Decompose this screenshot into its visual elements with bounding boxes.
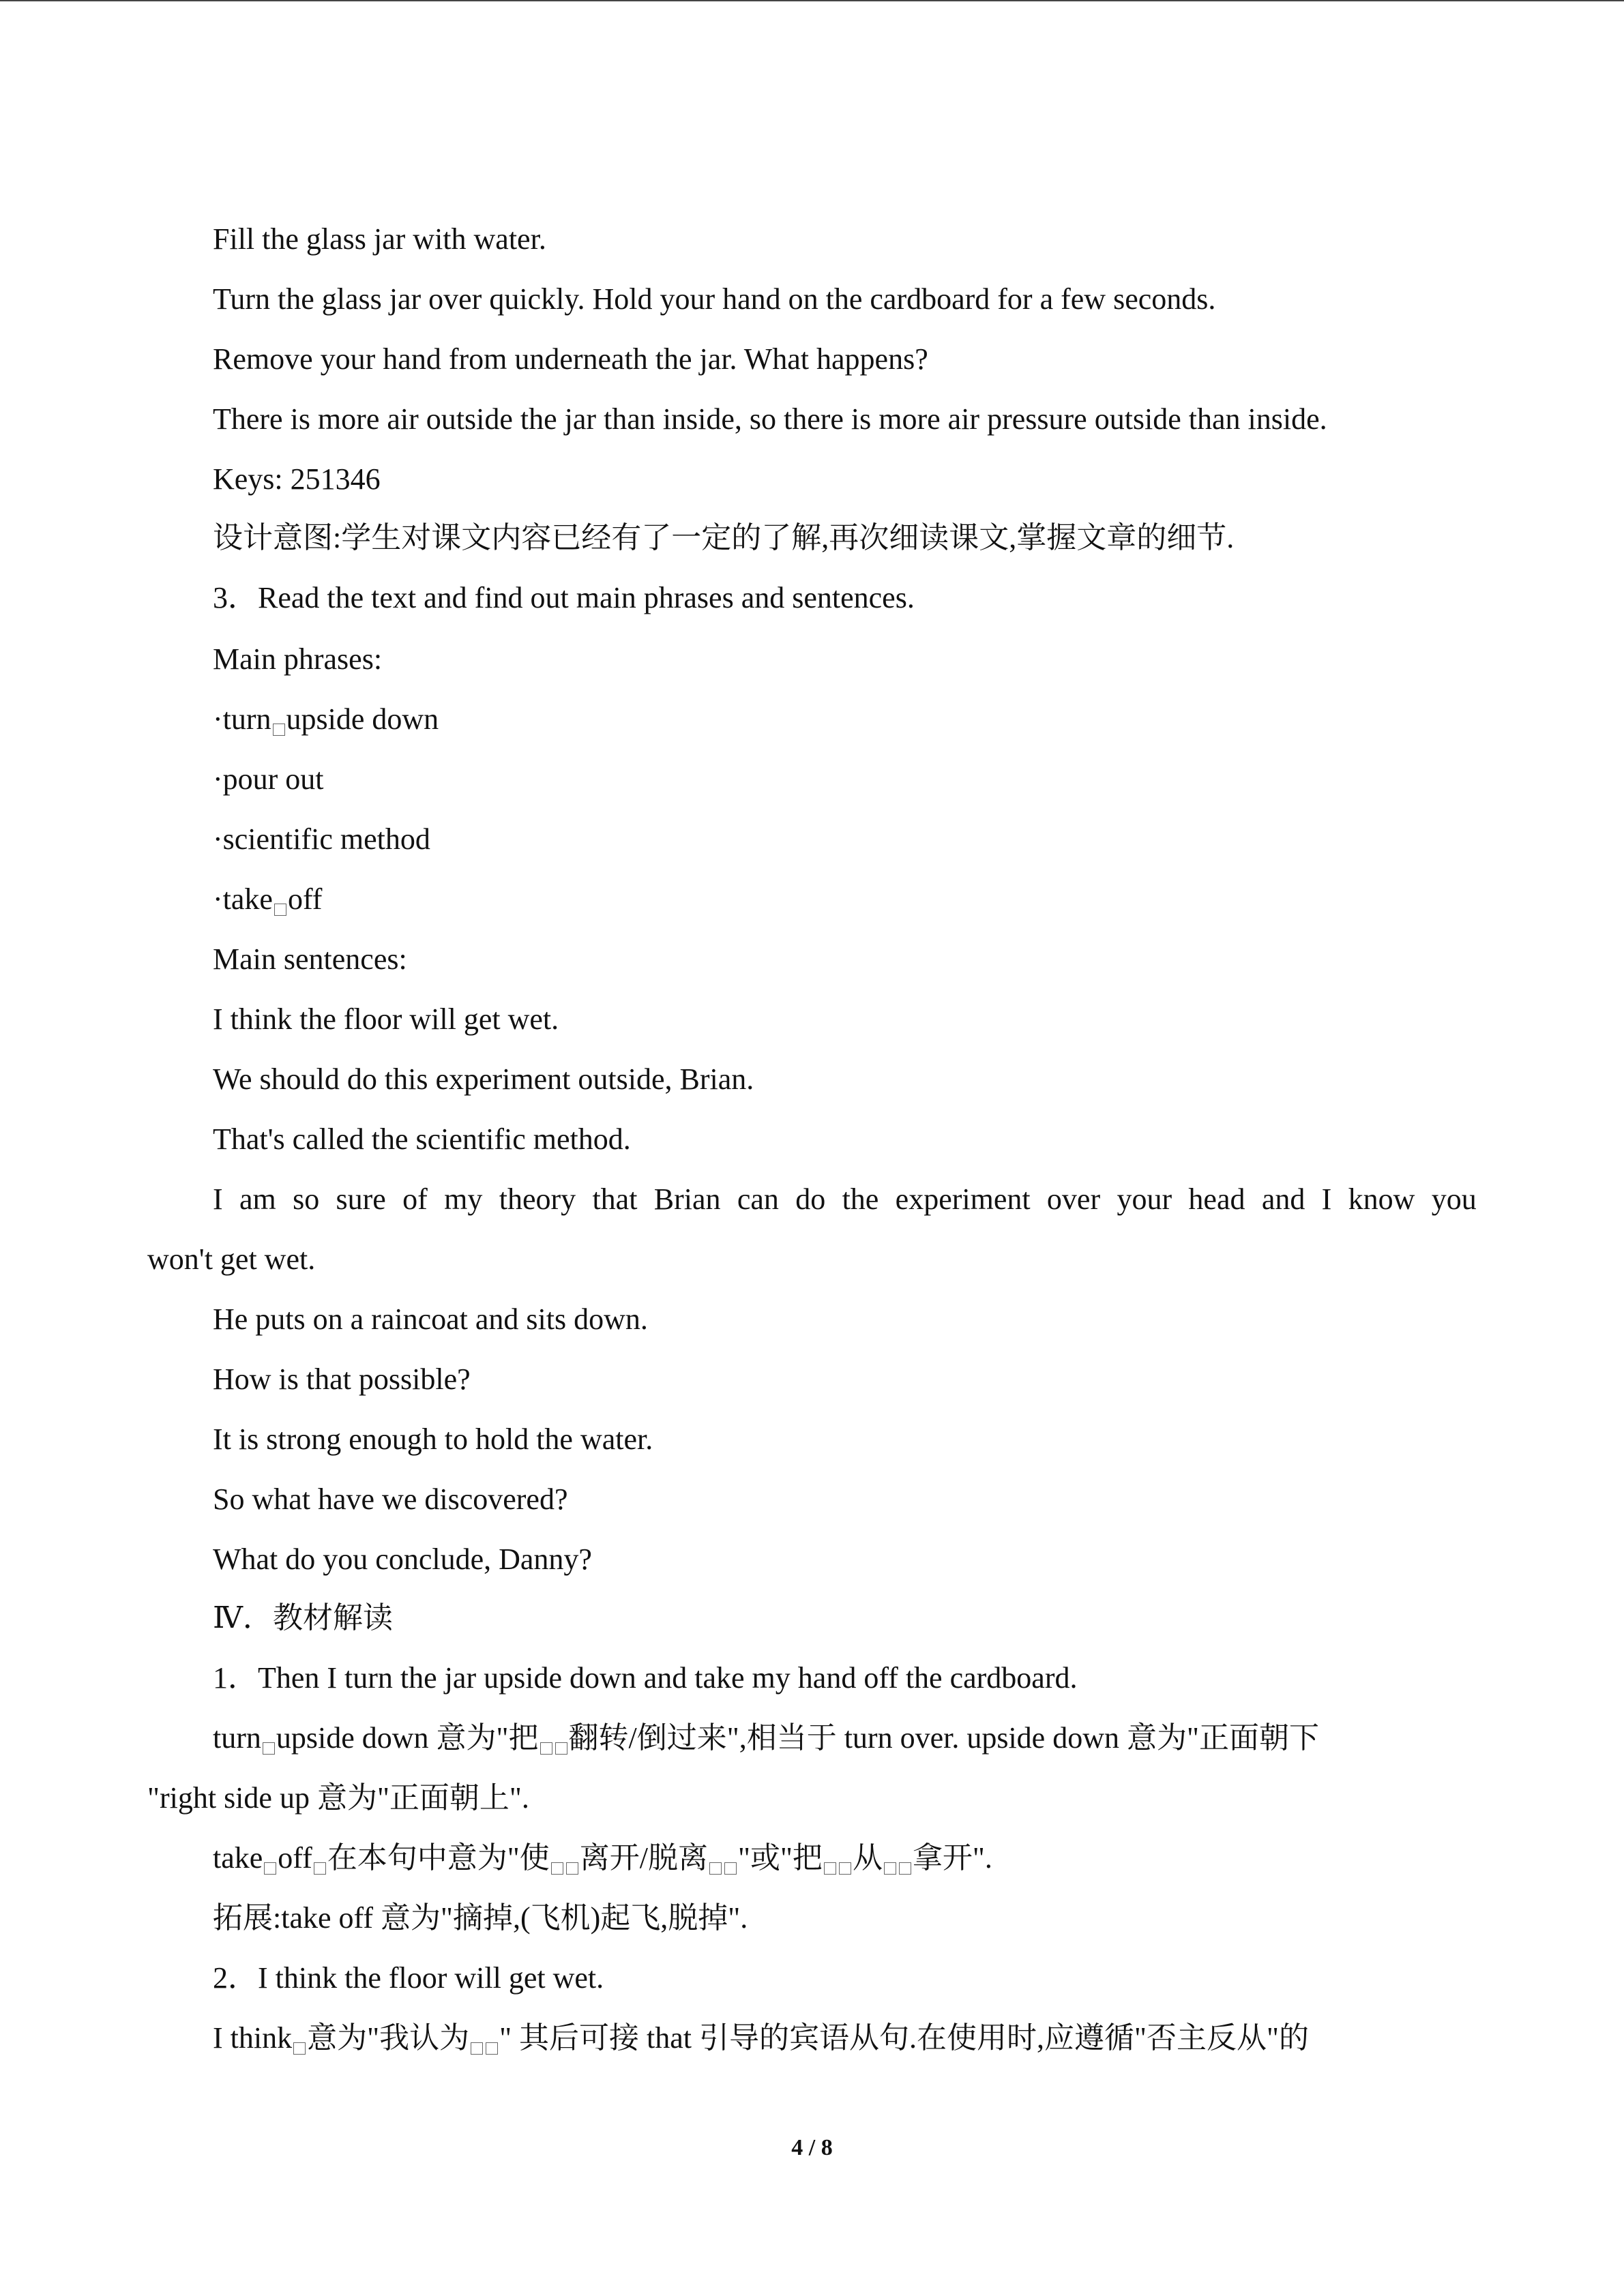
text-span: 从 — [852, 1841, 883, 1875]
text-line: Main phrases: — [213, 642, 383, 676]
placeholder-box — [555, 1742, 567, 1755]
placeholder-box — [540, 1742, 552, 1755]
text-span: 离开/脱离 — [579, 1841, 709, 1875]
phrase-text: off — [287, 882, 323, 916]
text-span: I think — [213, 2021, 293, 2055]
section-heading: 3．Read the text and find out main phrases and sentences. — [213, 581, 915, 614]
text-span: "或"把 — [738, 1841, 823, 1875]
placeholder-box — [274, 904, 286, 916]
word: I — [213, 1182, 223, 1216]
word: I — [1321, 1182, 1332, 1216]
word: my — [444, 1182, 483, 1216]
word: theory — [499, 1182, 576, 1216]
placeholder-box — [884, 1862, 896, 1875]
text-line: Fill the glass jar with water. — [213, 222, 546, 256]
placeholder-box — [839, 1862, 851, 1875]
sentence-item: We should do this experiment outside, Brian. — [213, 1062, 754, 1096]
text-line — [213, 1840, 992, 1877]
phrase-text: ·take — [213, 882, 273, 916]
text-line: Turn the glass jar over quickly. Hold your hand on the cardboard for a few seconds. — [213, 282, 1216, 316]
word: you — [1431, 1182, 1477, 1216]
word: and — [1261, 1182, 1305, 1216]
text-line: Remove your hand from underneath the jar. What happens? — [213, 342, 928, 376]
placeholder-box — [263, 1742, 275, 1755]
text-line: 1．Then I turn the jar upside down and take my hand off the cardboard. — [213, 1661, 1078, 1695]
word: Brian — [653, 1182, 721, 1216]
text-line — [213, 1720, 1319, 1757]
word: your — [1117, 1182, 1172, 1216]
text-span: turn — [213, 1721, 261, 1755]
text-line — [213, 2020, 1309, 2057]
sentence-item: He puts on a raincoat and sits down. — [213, 1302, 648, 1336]
sentence-item: It is strong enough to hold the water. — [213, 1422, 653, 1456]
placeholder-box — [709, 1862, 722, 1875]
section-heading: Ⅳ．教材解读 — [213, 1601, 393, 1635]
sentence-item: What do you conclude, Danny? — [213, 1542, 592, 1576]
placeholder-box — [724, 1862, 737, 1875]
word: sure — [336, 1182, 386, 1216]
text-span: 在本句中意为"使 — [327, 1841, 550, 1875]
sentence-item: won't get wet. — [147, 1242, 316, 1276]
phrase-item: ·pour out — [213, 762, 324, 796]
placeholder-box — [264, 1862, 276, 1875]
phrase-text: ·turn — [213, 702, 271, 736]
text-line: Main sentences: — [213, 942, 407, 976]
text-line: "right side up 意为"正面朝上". — [147, 1781, 529, 1815]
text-line: 2．I think the floor will get wet. — [213, 1961, 604, 1995]
phrase-item: ·scientific method — [213, 822, 430, 856]
placeholder-box — [471, 2042, 483, 2055]
word: the — [842, 1182, 879, 1216]
word: am — [239, 1182, 276, 1216]
word: experiment — [895, 1182, 1031, 1216]
word: over — [1046, 1182, 1101, 1216]
placeholder-box — [899, 1862, 911, 1875]
text-line: 拓展:take off 意为"摘掉,(飞机)起飞,脱掉". — [213, 1901, 748, 1935]
phrase-text: upside down — [286, 702, 439, 736]
placeholder-box — [551, 1862, 563, 1875]
word: so — [293, 1182, 320, 1216]
phrase-item — [213, 881, 322, 918]
word: that — [592, 1182, 638, 1216]
text-span: off — [278, 1841, 312, 1875]
text-span: 翻转/倒过来",相当于 turn over. upside down 意为"正面朝下 — [568, 1721, 1319, 1755]
placeholder-box — [293, 2042, 306, 2055]
text-span: 拿开". — [912, 1841, 992, 1875]
sentence-item — [213, 1181, 1477, 1218]
placeholder-box — [273, 724, 285, 736]
text-span: take — [213, 1841, 263, 1875]
text-span: " 其后可接 that 引导的宾语从句.在使用时,应遵循"否主反从"的 — [499, 2021, 1309, 2055]
word: of — [402, 1182, 428, 1216]
page-number: 4 / 8 — [791, 2135, 833, 2160]
text-line: There is more air outside the jar than inside, so there is more air pressure outside than inside. — [213, 402, 1327, 436]
phrase-item — [213, 701, 439, 738]
text-span: upside down 意为"把 — [276, 1721, 539, 1755]
word: do — [795, 1182, 826, 1216]
placeholder-box — [566, 1862, 578, 1875]
sentence-item: So what have we discovered? — [213, 1482, 568, 1516]
word: head — [1188, 1182, 1245, 1216]
text-span: 意为"我认为 — [307, 2021, 470, 2055]
word: know — [1348, 1182, 1415, 1216]
placeholder-box — [486, 2042, 498, 2055]
word: can — [737, 1182, 779, 1216]
placeholder-box — [314, 1862, 326, 1875]
sentence-item: How is that possible? — [213, 1362, 471, 1396]
sentence-item: I think the floor will get wet. — [213, 1002, 559, 1036]
text-line: 设计意图:学生对课文内容已经有了一定的了解,再次细读课文,掌握文章的细节. — [213, 521, 1235, 554]
text-line: Keys: 251346 — [213, 462, 381, 496]
placeholder-box — [824, 1862, 836, 1875]
sentence-item: That's called the scientific method. — [213, 1122, 631, 1156]
